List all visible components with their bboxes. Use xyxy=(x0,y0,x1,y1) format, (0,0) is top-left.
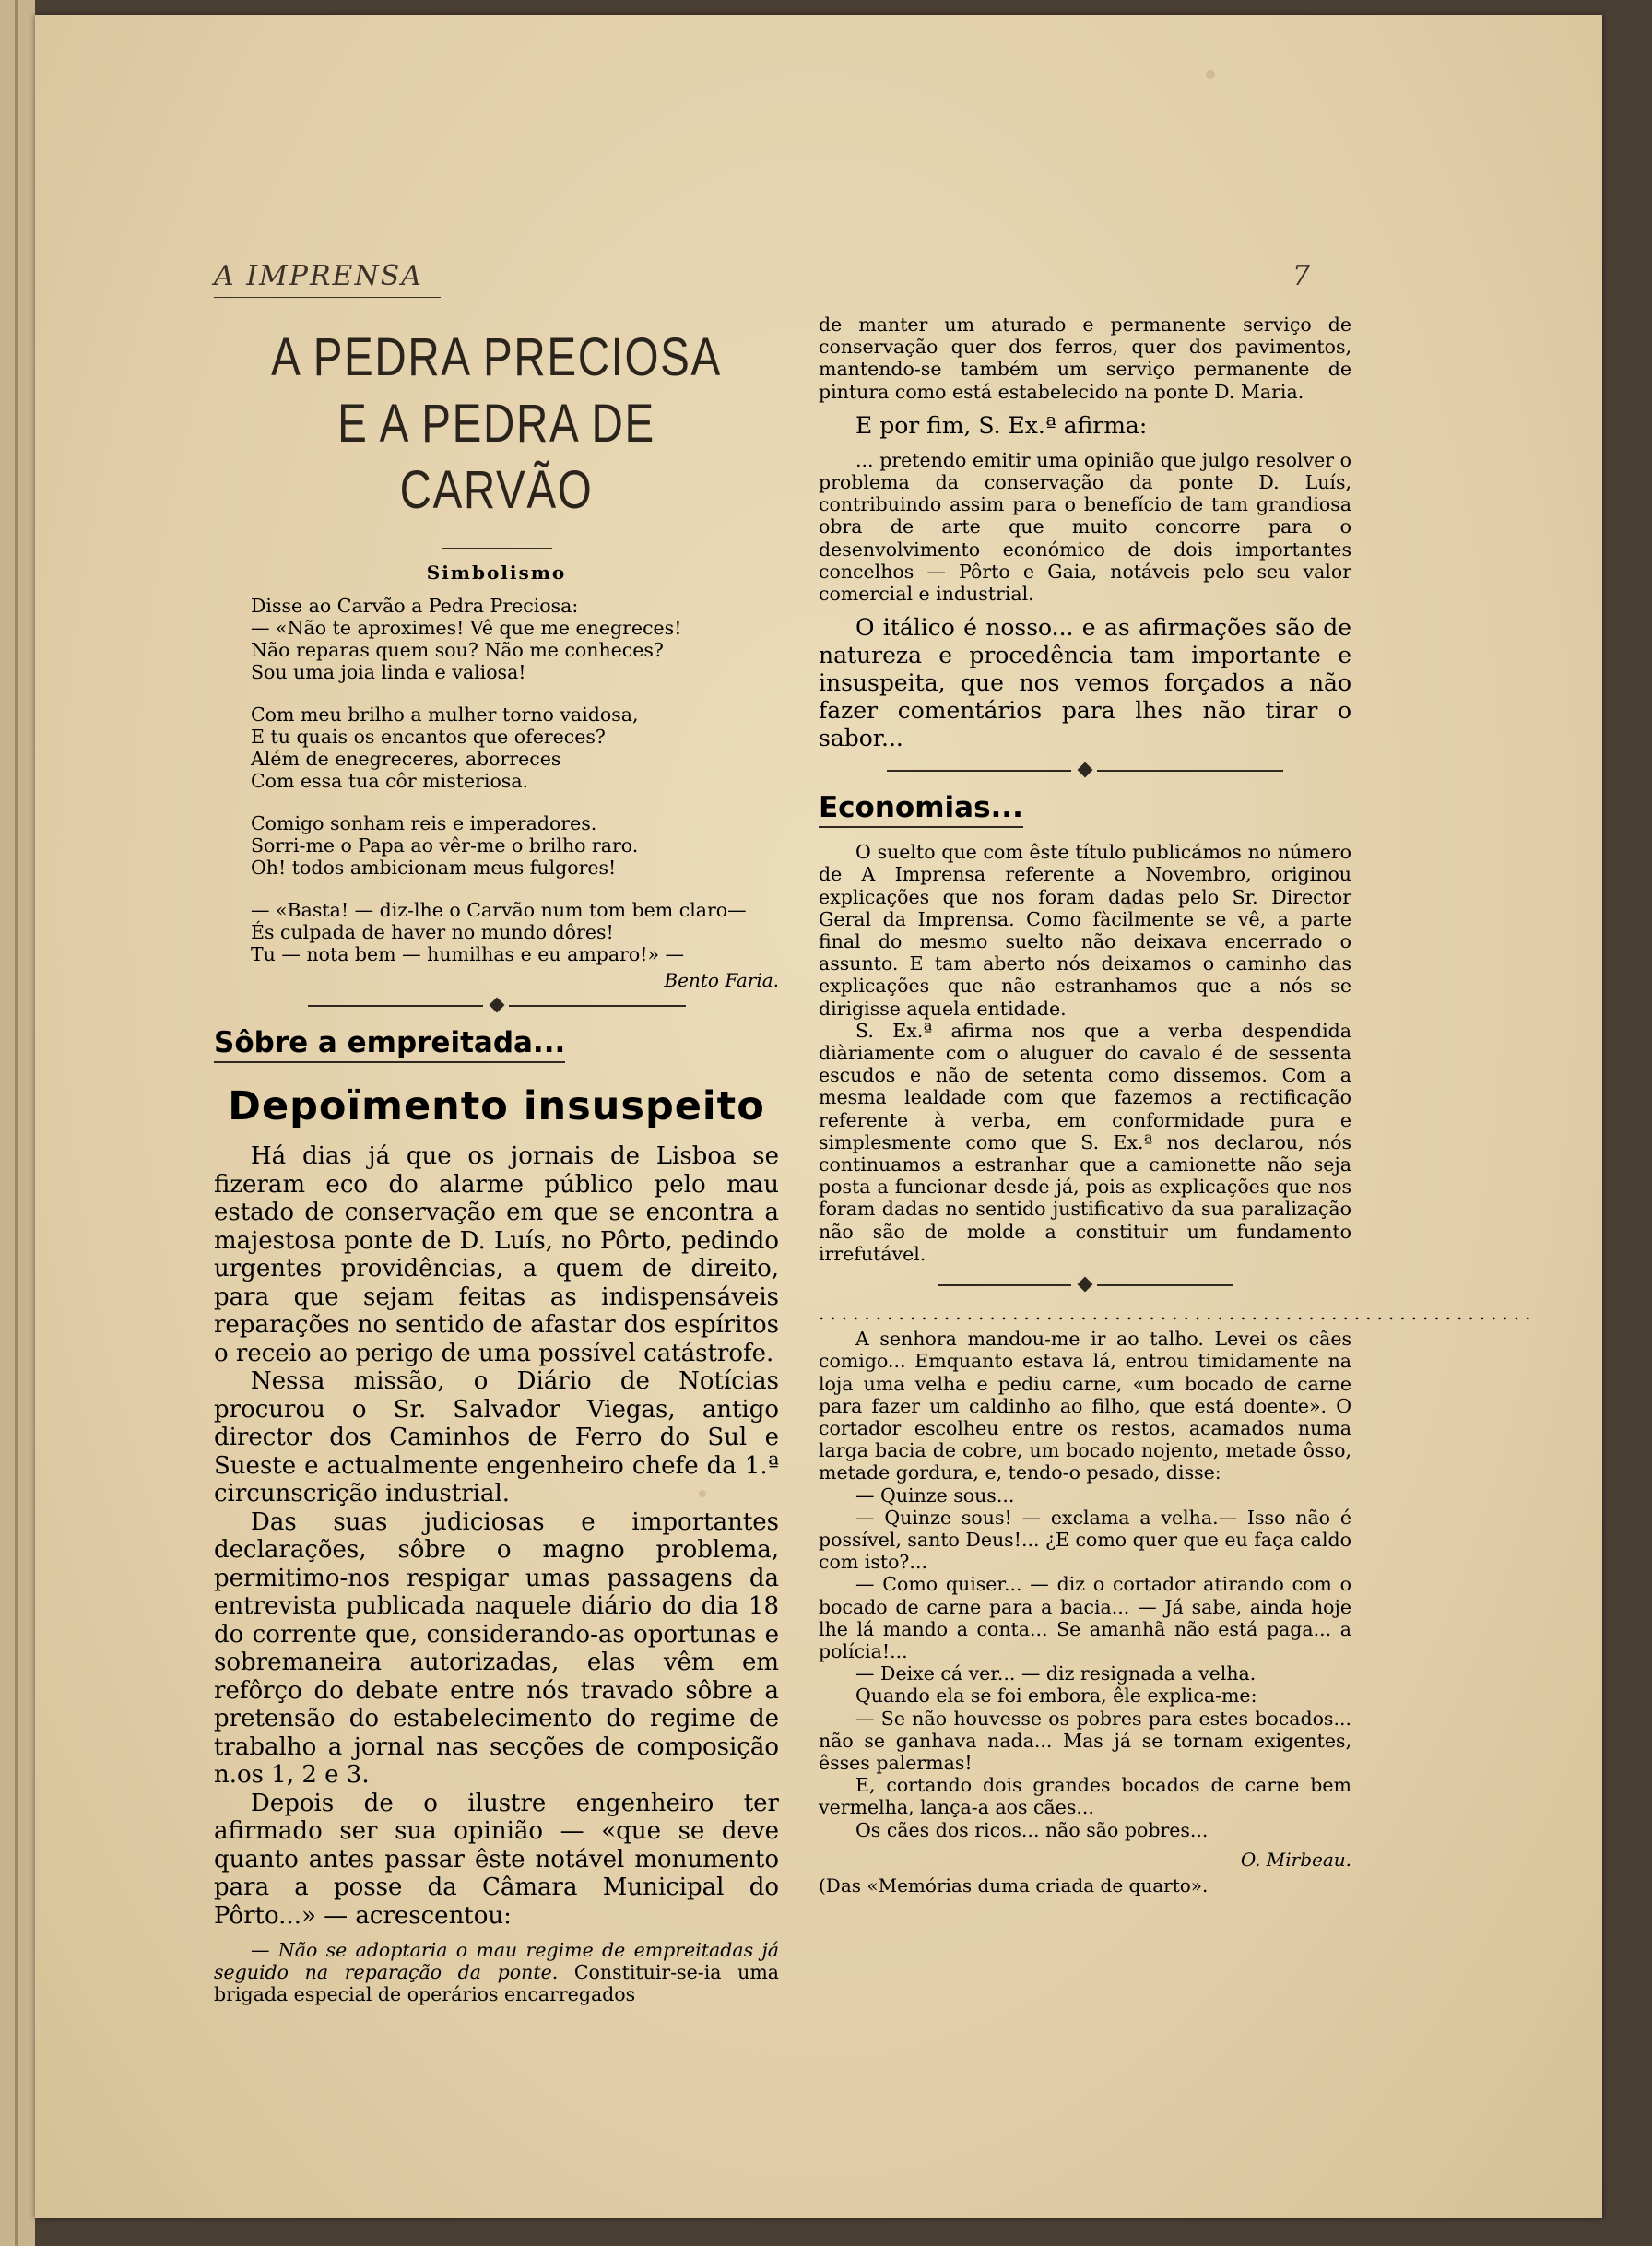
binding-fold xyxy=(15,0,18,2246)
page-number: 7 xyxy=(1292,260,1311,292)
running-head-rule xyxy=(214,297,441,298)
poem-stanza xyxy=(251,812,779,879)
economias-title: Economias... xyxy=(819,791,1023,828)
ornamental-divider xyxy=(308,997,686,1015)
quote-rest: Constituir-se-ia uma brigada especial de operários encarregados xyxy=(214,1961,780,2006)
poem-line: Sou uma joia linda e valiosa! xyxy=(251,661,526,683)
poem-stanza xyxy=(251,899,779,965)
ornamental-divider xyxy=(938,1276,1233,1294)
ornament-line xyxy=(308,1005,483,1007)
section-title: Sôbre a empreitada... xyxy=(214,1026,565,1063)
poem-line: — «Basta! — diz-lhe o Carvão num tom bem claro— xyxy=(251,899,747,921)
ornament-line xyxy=(1097,770,1283,772)
poem-line: Comigo sonham reis e imperadores. xyxy=(251,812,597,834)
poem-line: Além de enegreceres, aborreces xyxy=(251,748,561,770)
article-title: Depoïmento insuspeito xyxy=(228,1083,765,1129)
running-head: A IMPRENSA xyxy=(214,260,423,292)
story-paragraph: — Como quiser... — diz o cortador atirando com o bocado de carne para a bacia... — Já sabe, ainda hoje lhe lá mando a conta... Se amanhã não está paga... a polícia!... xyxy=(819,1573,1351,1662)
story-paragraph: — Se não houvesse os pobres para estes bocados... não se ganhava nada... Mas já se tornam exigentes, êsses palermas! xyxy=(819,1707,1351,1774)
ornament-line xyxy=(887,770,1071,772)
poem-line: E tu quais os encantos que ofereces? xyxy=(251,726,606,748)
story-paragraph: — Quinze sous... xyxy=(856,1484,1015,1507)
poem-line: Com meu brilho a mulher torno vaidosa, xyxy=(251,703,639,726)
economias-paragraph: O suelto que com êste título publicámos no número de A Imprensa referente a Novembro, originou explicações que nos foram dadas pelo Sr. Director Geral da Imprensa. Como fàcilmente se vê, a parte final do mesmo suelto não deixava encerrado o assunto. E tam aberto nós deixamos o caminho das explicações que não estranhamos que a nós se dirigisse aquela entidade. xyxy=(819,841,1351,1020)
poem-line: — «Não te aproximes! Vê que me enegreces! xyxy=(251,617,682,639)
ornament-diamond xyxy=(1078,762,1093,778)
poem-author: Bento Faria. xyxy=(664,969,779,991)
story-paragraph: Os cães dos ricos... não são pobres... xyxy=(856,1818,1209,1841)
second-quote-paragraph: ... pretendo emitir uma opinião que julgo resolver o problema da conservação da ponte D. Luís, contribuindo assim para o benefício de tam grandiosa obra de arte que muito concorre para o desenvolvimento económico de dois importantes concelhos — Pôrto e Gaia, notáveis pelo seu valor comercial e industrial. xyxy=(819,448,1351,606)
engineer-quote xyxy=(214,1939,779,2006)
poem-stanza xyxy=(251,703,779,792)
dotted-separator: ............................................................... xyxy=(819,1302,1537,1325)
story-paragraph: A senhora mandou-me ir ao talho. Levei os cães comigo... Emquanto estava lá, entrou timidamente na loja uma velha e pediu carne, «um bocado de carne para fazer um caldinho ao filho, que está doente». O cortador escolheu entre os restos, acamados numa larga bacia de cobre, um bocado nojento, metade ôsso, metade gordura, e, tendo-o pesado, disse: xyxy=(819,1328,1351,1484)
ornament-diamond xyxy=(489,998,504,1013)
poem-stanza xyxy=(251,595,779,683)
story-body xyxy=(819,1328,1351,1841)
main-title-line: A PEDRA PRECIOSA xyxy=(271,327,722,387)
poem-line: Sorri-me o Papa ao vêr-me o brilho raro. xyxy=(251,834,639,857)
continuation-paragraph: de manter um aturado e permanente serviço de conservação quer dos ferros, quer dos pavimentos, mantendo-se também um serviço permanente de pintura como está estabelecido na ponte D. Maria. xyxy=(819,313,1351,403)
page-gutter xyxy=(0,0,35,2246)
poem-line: Tu — nota bem — humilhas e eu amparo!» — xyxy=(251,943,685,965)
paper-stain xyxy=(1206,70,1215,79)
story-paragraph: — Quinze sous! — exclama a velha.— Isso não é possível, santo Deus!... ¿E como quer que eu faça caldo com isto?... xyxy=(819,1506,1351,1574)
article-paragraph: Há dias já que os jornais de Lisboa se fizeram eco do alarme público pelo mau estado de conservação em que se encontra a majestosa ponte de D. Luís, no Pôrto, pedindo urgentes providências, a quem de direito, para que sejam feitas as indispensáveis reparações no sentido de afastar dos espíritos o receio ao perigo de uma possível catástrofe. xyxy=(214,1142,779,1367)
article-paragraph: Das suas judiciosas e importantes declarações, sôbre o magno problema, permitimo-nos respigar umas passagens da entrevista publicada naquele diário do dia 18 do corrente que, considerando-as oportunas e sobremaneira autorizadas, elas vêm em refôrço do debate entre nós travado sôbre a pretensão do estabelecimento do regime de trabalho a jornal nas secções de composição n.os 1, 2 e 3. xyxy=(214,1507,779,1789)
second-quote xyxy=(819,449,1351,605)
ornament-line xyxy=(938,1284,1071,1286)
economias-paragraph: S. Ex.ª afirma nos que a verba despendida diàriamente com o aluguer do cavalo é de sessenta escudos e não de setenta como dissemos. Com a mesma lealdade com que fazemos a rectificação referente à verba, em conformidade pura e simplesmente como que S. Ex.ª nos declarou, nós continuamos a estranhar que a camionette não seja posta a funcionar desde já, pois as explicações que nos foram dadas no sentido justificativo da sua paralização não são de molde a constituir um fundamento irrefutável. xyxy=(819,1019,1351,1265)
main-title xyxy=(265,325,728,524)
article-body xyxy=(214,1142,779,1930)
ornament-line xyxy=(509,1005,686,1007)
comment-paragraph: O itálico é nosso... e as afirmações são de natureza e procedência tam importante e insuspeita, que nos vemos forçados a não fazer comentários para lhes não tirar o sabor... xyxy=(819,614,1351,752)
poem-line: Oh! todos ambicionam meus fulgores! xyxy=(251,857,617,879)
divider xyxy=(442,548,552,549)
poem-line: Disse ao Carvão a Pedra Preciosa: xyxy=(251,595,579,617)
poem-line: Com essa tua côr misteriosa. xyxy=(251,770,529,792)
article-paragraph: Nessa missão, o Diário de Notícias procurou o Sr. Salvador Viegas, antigo director dos Caminhos de Ferro do Sul e Sueste e actualmente engenheiro chefe da 1.ª circunscrição industrial. xyxy=(214,1367,779,1507)
economias-body xyxy=(819,841,1351,1265)
editorial-comment xyxy=(819,614,1351,752)
story-author: O. Mirbeau. xyxy=(1240,1848,1351,1871)
story-paragraph: — Deixe cá ver... — diz resignada a velha. xyxy=(856,1662,1257,1685)
continuation-text xyxy=(819,313,1351,403)
affirmation-intro xyxy=(819,412,1351,440)
quote-italic: — Não se adoptaria o mau regime de empreitadas já seguido na reparação da ponte. xyxy=(214,1939,779,1984)
ornament-line xyxy=(1097,1284,1233,1286)
ornament-diamond xyxy=(1078,1277,1093,1293)
main-title-line: E A PEDRA DE CARVÃO xyxy=(337,394,655,520)
story-source: (Das «Memórias duma criada de quarto». xyxy=(819,1874,1209,1897)
story-paragraph: E, cortando dois grandes bocados de carne bem vermelha, lança-a aos cães... xyxy=(819,1774,1351,1819)
ornamental-divider xyxy=(887,762,1283,780)
story-paragraph: Quando ela se foi embora, êle explica-me: xyxy=(856,1684,1257,1708)
poem-line: Não reparas quem sou? Não me conheces? xyxy=(251,639,664,661)
article-paragraph: Depois de o ilustre engenheiro ter afirmado ser sua opinião — «que se deve quanto antes passar êste notável monumento para a posse da Câmara Municipal do Pôrto...» — acrescentou: xyxy=(214,1789,779,1930)
poem-title: Simbolismo xyxy=(426,562,567,584)
left-column xyxy=(214,313,779,2006)
affirmation-line: E por fim, S. Ex.ª afirma: xyxy=(856,411,1148,439)
right-column xyxy=(819,313,1537,1897)
poem-line: És culpada de haver no mundo dôres! xyxy=(251,921,614,943)
